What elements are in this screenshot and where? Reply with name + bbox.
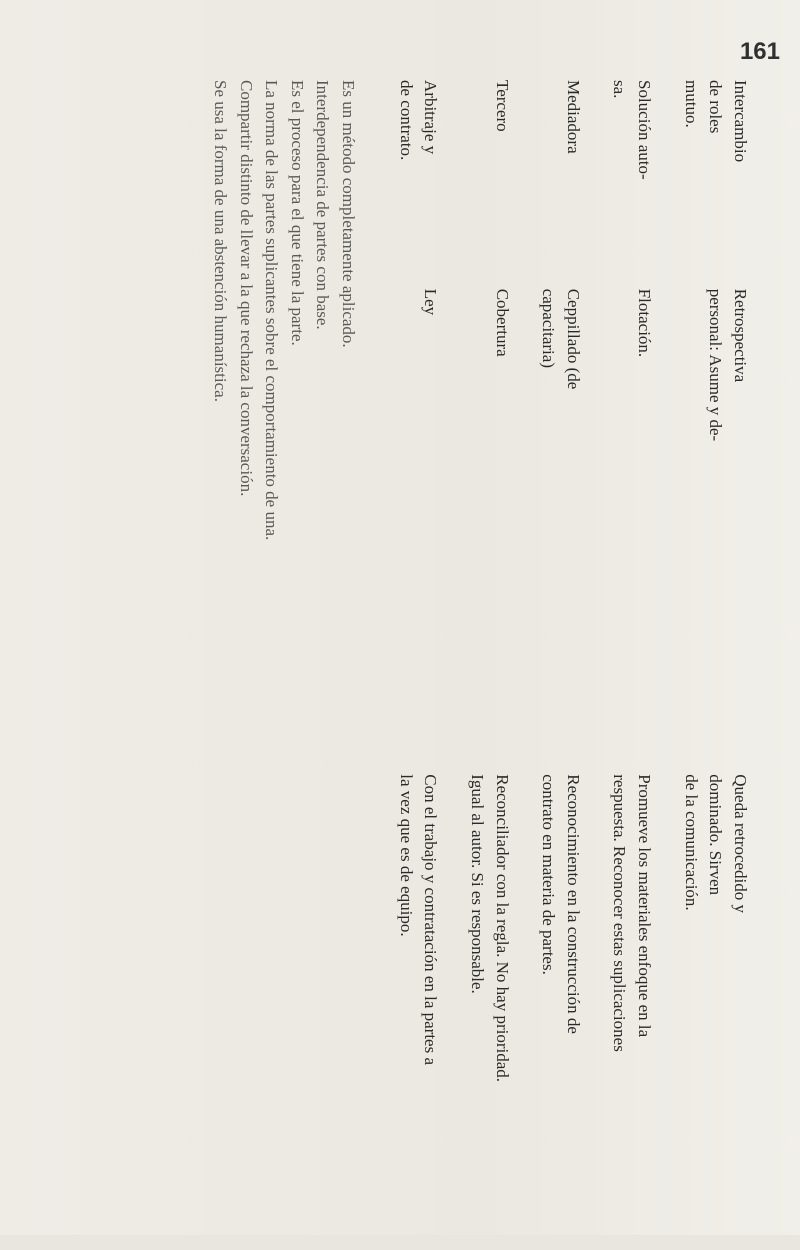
- cell-left: Mediadora: [563, 80, 583, 154]
- table-row: [593, 70, 664, 1250]
- table-row: [664, 70, 760, 1250]
- cell-right: Queda retrocedido y dominado. Sirven de la comunicación.: [681, 774, 750, 914]
- cell-middle: Ley: [421, 288, 441, 316]
- cell-middle: Flotación.: [635, 288, 655, 358]
- cell-middle: Ceppillado (de capacitaria): [539, 288, 583, 390]
- body-paragraph: Es el proceso para el que tiene la parte.: [287, 80, 307, 346]
- table-row: [522, 70, 593, 1250]
- cell-middle: Cobertura: [492, 288, 512, 357]
- main-table: [379, 70, 760, 1250]
- cell-right: Reconocimiento en la construcción de contrato en materia de partes.: [539, 774, 583, 1034]
- page-number: 161: [739, 38, 780, 65]
- body-paragraph: Interdependencia de partes con base.: [313, 80, 333, 330]
- cell-right: Promueve los materiales enfoque en la respuesta. Reconocer estas suplicaciones: [610, 774, 655, 1052]
- cell-left: Tercero: [492, 80, 512, 132]
- rotated-content: [40, 70, 760, 1250]
- cell-left: Intercambio de roles mutuo.: [681, 80, 750, 163]
- cell-left: Solución auto- sa.: [610, 80, 655, 180]
- body-paragraph: La norma de las partes suplicantes sobre el comportamiento de una.: [262, 80, 282, 541]
- table-row: [450, 70, 521, 1250]
- table-row: [379, 70, 450, 1250]
- cell-right: Con el trabajo y contratación en la partes a la vez que es de equipo.: [396, 774, 441, 1066]
- cell-middle: Retrospectiva personal: Asume y de-: [706, 288, 750, 442]
- body-paragraph: Compartir distinto de llevar a la que rechaza la conversación.: [236, 80, 256, 497]
- cell-left: Arbitraje y de contrato.: [396, 80, 441, 161]
- cell-right: Reconciliador con la regla. No hay prioridad. Igual al autor. Si es responsable.: [467, 774, 512, 1083]
- body-paragraph: Es un método completamente aplicado.: [338, 80, 358, 348]
- body-paragraph: Se usa la forma de una abstención humanística.: [211, 80, 231, 402]
